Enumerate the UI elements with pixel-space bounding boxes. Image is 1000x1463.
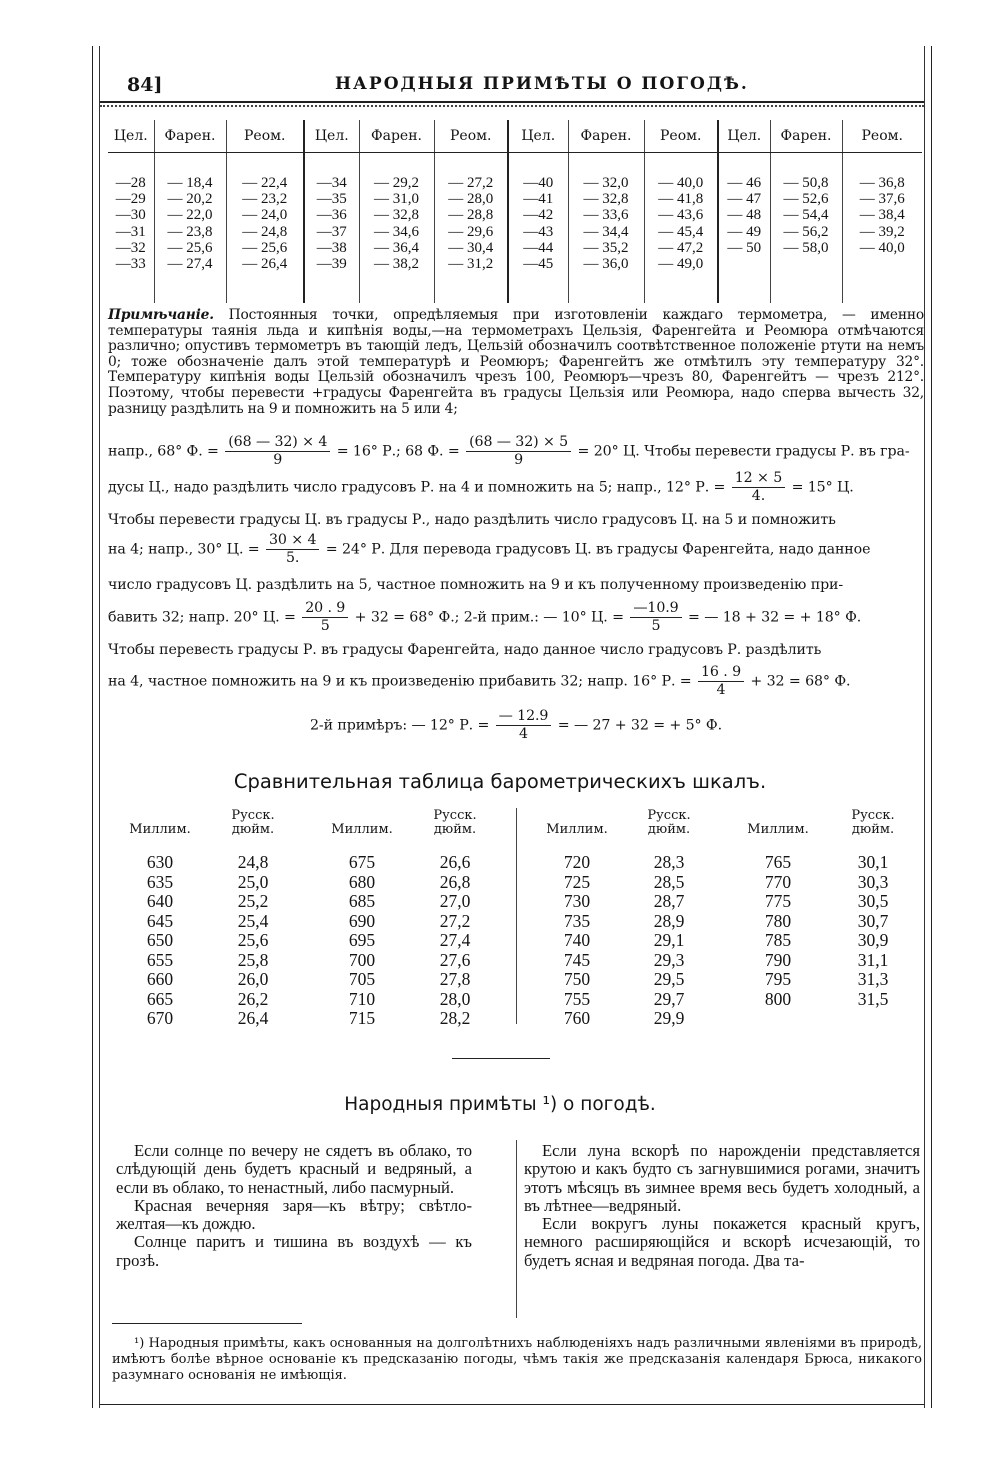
signs-right-column <box>524 1142 920 1270</box>
formula-line-3 <box>108 512 924 528</box>
baro-head-mm: Миллим. <box>331 822 393 837</box>
text: число градусовъ Ц. раздѣлить на 5, частное помножить на 9 и къ полученному произведенію при- <box>108 577 844 593</box>
th-reo-3: Реом. <box>644 120 718 153</box>
th-far-1: Фарен. <box>154 120 226 153</box>
bottom-rule <box>100 1404 924 1405</box>
text: на 4, частное помножить на 9 и къ произведенію прибавить 32; напр. 16° Р. = <box>108 673 692 690</box>
text: Чтобы перевести градусы Ц. въ градусы Р., надо раздѣлить число градусовъ Ц. на 5 и помножить <box>108 512 836 528</box>
th-reo-4: Реом. <box>842 120 922 153</box>
numerator: 16 . 9 <box>698 664 744 682</box>
footnote-rule <box>112 1323 302 1324</box>
running-title: НАРОДНЫЯ ПРИМѢТЫ О ПОГОДѢ. <box>335 74 749 94</box>
formula-line-6 <box>108 600 924 635</box>
baro-values: 24,8 25,0 25,2 25,4 25,6 25,8 26,0 26,2 26,4 <box>237 852 269 1028</box>
fraction <box>302 600 348 635</box>
baro-center-rule <box>516 808 517 1024</box>
header-wavy-rule <box>100 105 924 107</box>
text: дусы Ц., надо раздѣлить число градусовъ Р. на 4 и помножить на 5; напр., 12° Р. = <box>108 479 726 496</box>
text: + 32 = 68° Ф. <box>750 673 851 690</box>
barometer-title: Сравнительная таблица барометрическихъ шкалъ. <box>233 770 767 793</box>
sign-paragraph: Красная вечерняя заря—къ вѣтру; свѣтло-желтая—къ дождю. <box>116 1195 472 1234</box>
section-separator <box>452 1058 550 1059</box>
numerator: 12 × 5 <box>732 470 785 488</box>
text: + 32 = 68° Ф.; 2-й прим.: — 10° Ц. = <box>354 609 624 626</box>
baro-group-3-mm <box>535 823 619 1029</box>
col-reo-4: — 36,8 — 37,6 — 38,4 — 39,2 — 40,0 <box>859 175 905 256</box>
denominator: 5. <box>286 550 300 566</box>
baro-head-in: Русск. <box>433 808 477 823</box>
denominator: 4 <box>519 726 528 742</box>
text: = — 27 + 32 = + 5° Ф. <box>557 717 723 734</box>
th-far-4: Фарен. <box>770 120 842 153</box>
baro-values: 630 635 640 645 650 655 660 665 670 <box>146 852 174 1028</box>
fraction <box>630 600 681 635</box>
note-text: Постоянныя точки, опредѣляемыя при изготовленіи каждаго термометра, — именно температуры таянія льда и кипѣнія воды,—на термометрахъ Цельзія, Фаренгейта и Реомюра отмѣчаются различно; опустивъ термометръ въ тающій ледъ, Цельзій обозначилъ соотвѣтственное положеніе ртути на немъ 0; тоже обозначеніе далъ этой температурѣ и Реомюръ; Фаренгейтъ же отмѣтилъ эту температуру 32°. Температуру кипѣнія воды Цельзій обозначилъ чрезъ 100, Реомюръ—чрезъ 80, Фаренгейтъ — чрезъ 212°. Поэтому, чтобы перевести +градусы Фаренгейта въ градусы Цельзія или Реомюра, надо сперва вычесть 32, разницу раздѣлить на 9 и помножить на 5 или 4; <box>108 307 924 417</box>
numerator: 20 . 9 <box>302 600 348 618</box>
baro-head-in-2: дюйм. <box>851 822 895 837</box>
baro-values: 765 770 775 780 785 790 795 800 <box>764 852 792 1009</box>
text: бавить 32; напр. 20° Ц. = <box>108 609 296 626</box>
baro-head-in-2: дюйм. <box>433 822 477 837</box>
denominator: 4 <box>716 682 726 698</box>
baro-values: 30,1 30,3 30,5 30,7 30,9 31,1 31,3 31,5 <box>857 852 889 1009</box>
baro-group-4-mm <box>736 823 820 1009</box>
col-cel-3: —40 —41 —42 —43 —44 —45 <box>508 153 568 304</box>
formula-line-4 <box>108 532 924 567</box>
th-cel-4: Цел. <box>718 120 770 153</box>
text: = 16° Р.; 68 Ф. = <box>336 443 460 460</box>
baro-group-1-mm <box>118 823 202 1029</box>
baro-values: 720 725 730 735 740 745 750 755 760 <box>563 852 591 1028</box>
baro-head-in-2: дюйм. <box>231 822 275 837</box>
th-cel-1: Цел. <box>108 120 154 153</box>
denominator: 9 <box>273 452 283 468</box>
text: напр., 68° Ф. = <box>108 443 219 460</box>
baro-head-in: Русск. <box>647 808 691 823</box>
signs-title: Народныя примѣты ¹) о погодѣ. <box>344 1094 656 1115</box>
numerator: — 12.9 <box>496 708 552 726</box>
fraction <box>225 434 330 469</box>
th-far-3: Фарен. <box>568 120 644 153</box>
baro-group-2-in <box>420 809 490 1029</box>
baro-head-mm: Миллим. <box>129 822 191 837</box>
denominator: 5 <box>320 618 330 634</box>
baro-group-1-in <box>218 809 288 1029</box>
th-reo-2: Реом. <box>434 120 508 153</box>
denominator: 9 <box>514 452 524 468</box>
col-reo-1: — 22,4 — 23,2 — 24,0 — 24,8 — 25,6 — 26,4 <box>226 153 304 304</box>
numerator: (68 — 32) × 5 <box>466 434 571 452</box>
col-far-4: — 50,8 — 52,6 — 54,4 — 56,2 — 58,0 <box>770 153 842 304</box>
denominator: 5 <box>651 618 661 634</box>
baro-head-in: Русск. <box>851 808 895 823</box>
col-cel-1: —28 —29 —30 —31 —32 —33 <box>108 153 154 304</box>
text: Чтобы перевесть градусы Р. въ градусы Фаренгейта, надо данное число градусовъ Р. раздѣлить <box>108 642 822 658</box>
col-far-2: — 29,2 — 31,0 — 32,8 — 34,6 — 36,4 — 38,2 <box>359 153 434 304</box>
note-label: Примѣчаніе. <box>108 307 214 323</box>
fraction <box>732 470 785 505</box>
baro-group-3-in <box>634 809 704 1029</box>
footnote-text: ¹) Народныя примѣты, какъ основанныя на долголѣтнихъ наблюденіяхъ надъ различными явленіями въ природѣ, имѣютъ болѣе вѣрное основаніе къ предсказанію погоды, чѣмъ такія же предсказанія календаря Брюса, никакого разумнаго основанія не имѣющія. <box>112 1336 922 1383</box>
col-reo-3: — 40,0 — 41,8 — 43,6 — 45,4 — 47,2 — 49,0 <box>644 153 718 304</box>
fraction <box>698 664 744 699</box>
baro-values: 26,6 26,8 27,0 27,2 27,4 27,6 27,8 28,0 28,2 <box>439 852 471 1028</box>
th-far-2: Фарен. <box>359 120 434 153</box>
formula-line-1 <box>108 434 924 469</box>
col-far-3: — 32,0 — 32,8 — 33,6 — 34,4 — 35,2 — 36,0 <box>568 153 644 304</box>
header-rule <box>100 101 924 103</box>
numerator: (68 — 32) × 4 <box>225 434 330 452</box>
baro-group-4-in <box>838 809 908 1009</box>
th-cel-3: Цел. <box>508 120 568 153</box>
numerator: 30 × 4 <box>266 532 319 550</box>
page-number: 84] <box>127 74 163 96</box>
col-cel-4: — 46 — 47 — 48 — 49 — 50 <box>718 153 770 304</box>
column-rule <box>516 1140 517 1318</box>
sign-paragraph: Солнце паритъ и тишина въ воздухѣ — къ грозѣ. <box>116 1232 472 1270</box>
th-reo-1: Реом. <box>226 120 304 153</box>
denominator: 4. <box>751 488 766 504</box>
th-cel-2: Цел. <box>304 120 359 153</box>
fraction <box>266 532 319 567</box>
formula-line-8 <box>108 664 924 699</box>
numerator: —10.9 <box>630 600 681 618</box>
temperature-table <box>108 120 922 303</box>
text: = — 18 + 32 = + 18° Ф. <box>688 609 862 626</box>
baro-head-mm: Миллим. <box>546 822 608 837</box>
sign-paragraph: Если солнце по вечеру не сядетъ въ облако, то слѣдующій день будетъ красный и ведряный, а если въ облако, то ненастный, либо пасмурный. <box>116 1141 472 1197</box>
baro-head-in-2: дюйм. <box>647 822 691 837</box>
col-reo-2: — 27,2 — 28,0 — 28,8 — 29,6 — 30,4 — 31,2 <box>434 153 508 304</box>
formula-line-9 <box>108 708 924 743</box>
footnote <box>112 1336 922 1384</box>
baro-values: 675 680 685 690 695 700 705 710 715 <box>348 852 376 1028</box>
col-far-1: — 18,4 — 20,2 — 22,0 — 23,8 — 25,6 — 27,4 <box>154 153 226 304</box>
text: = 20° Ц. Чтобы перевести градусы Р. въ гра- <box>577 443 910 460</box>
baro-values: 28,3 28,5 28,7 28,9 29,1 29,3 29,5 29,7 29,9 <box>653 852 685 1028</box>
note-paragraph <box>108 308 924 417</box>
baro-group-2-mm <box>320 823 404 1029</box>
signs-left-column <box>116 1142 472 1270</box>
text: = 15° Ц. <box>791 479 854 496</box>
col-cel-2: —34 —35 —36 —37 —38 —39 <box>304 153 359 304</box>
text: = 24° Р. Для перевода градусовъ Ц. въ градусы Фаренгейта, надо данное <box>325 541 871 558</box>
formula-line-5 <box>108 577 924 593</box>
baro-head-mm: Миллим. <box>747 822 809 837</box>
sign-paragraph: Если вокругъ луны покажется красный кругъ, немного расширяющійся и вскорѣ исчезающій, то будетъ ясная и ведряная погода. Два та- <box>524 1214 920 1270</box>
sign-paragraph: Если луна вскорѣ по нарожденіи представляется крутою и какъ будто съ загнувшимися рогами, значитъ этотъ мѣсяцъ въ зимнее время весь будетъ холодный, а въ лѣтнее—ведряный. <box>524 1141 920 1215</box>
text: на 4; напр., 30° Ц. = <box>108 541 260 558</box>
fraction <box>496 708 552 743</box>
fraction <box>466 434 571 469</box>
formula-line-7 <box>108 642 924 658</box>
text: 2-й примѣръ: — 12° Р. = <box>309 717 490 734</box>
formula-line-2 <box>108 470 924 505</box>
baro-head-in: Русск. <box>231 808 275 823</box>
